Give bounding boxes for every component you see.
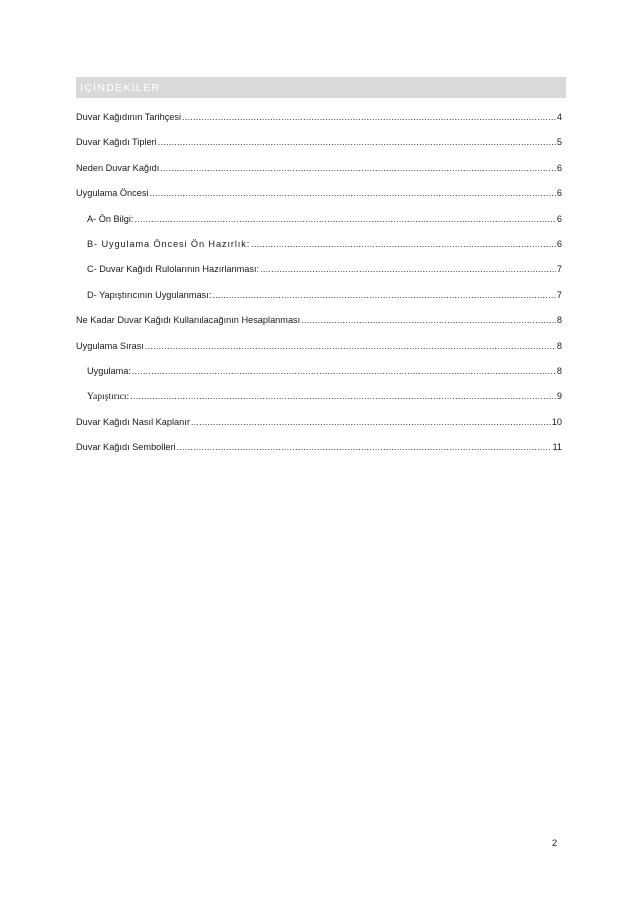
toc-entry-page: 11 (552, 442, 562, 453)
toc-entry-label: Uygulama: (87, 365, 131, 376)
toc-dot-leader (158, 136, 556, 148)
toc-entry-page: 6 (556, 238, 562, 249)
toc-header-bar (76, 77, 566, 98)
toc-entry-label: C- Duvar Kağıdı Rulolarının Hazırlanması: (87, 264, 260, 275)
toc-subentry[interactable] (76, 263, 562, 288)
toc-entry-page: 9 (556, 391, 562, 402)
toc-dot-leader (301, 314, 556, 326)
toc-dot-leader (150, 187, 556, 199)
toc-entry-label: Duvar Kağıdı Tipleri (76, 137, 157, 148)
toc-entry[interactable] (76, 162, 562, 187)
toc-entry[interactable] (76, 416, 562, 441)
toc-entry-label: Duvar Kağıdının Tarihçesi (76, 112, 182, 122)
toc-entry-page: 6 (556, 188, 562, 199)
toc-dot-leader (134, 213, 555, 225)
toc-entry[interactable] (76, 441, 562, 466)
toc-dot-leader (132, 365, 556, 377)
toc-title: İÇİNDEKİLER (80, 81, 161, 94)
page-number: 2 (552, 838, 558, 848)
toc-entry-label: Uygulama Öncesi (76, 188, 149, 199)
toc-entry-page: 4 (556, 112, 562, 122)
toc-subentry[interactable] (76, 390, 562, 415)
toc-entry-page: 8 (556, 340, 562, 351)
toc-entry[interactable] (76, 187, 562, 212)
toc-dot-leader (212, 289, 556, 301)
toc-entry-label: Neden Duvar Kağıdı (76, 162, 160, 173)
toc-subentry[interactable] (76, 365, 562, 390)
toc-entry-page: 8 (556, 315, 562, 326)
toc-subentry[interactable] (76, 289, 562, 314)
toc-entry[interactable] (76, 340, 562, 365)
toc-subentry[interactable] (76, 238, 562, 263)
toc-list (76, 111, 562, 466)
toc-entry[interactable] (76, 111, 562, 136)
toc-entry-page: 5 (556, 137, 562, 148)
toc-dot-leader (130, 390, 556, 402)
toc-entry-label: Duvar Kağıdı Sembolleri (76, 442, 176, 453)
toc-entry-page: 10 (551, 416, 562, 427)
toc-dot-leader (145, 340, 556, 352)
toc-entry[interactable] (76, 136, 562, 161)
toc-entry-label: A- Ön Bilgi: (87, 213, 134, 224)
toc-dot-leader (260, 263, 556, 275)
toc-entry[interactable] (76, 314, 562, 339)
toc-subentry[interactable] (76, 213, 562, 238)
toc-entry-page: 6 (556, 162, 562, 173)
toc-entry-label: Duvar Kağıdı Nasıl Kaplanır (76, 416, 190, 427)
toc-dot-leader (251, 238, 556, 250)
toc-entry-label: B- Uygulama Öncesi Ön Hazırlık: (87, 238, 251, 249)
toc-entry-label: Uygulama Sırası (76, 340, 144, 351)
toc-entry-label: Ne Kadar Duvar Kağıdı Kullanılacağının Hesaplanması (76, 315, 301, 326)
toc-dot-leader (160, 162, 556, 174)
toc-dot-leader (177, 441, 552, 453)
toc-dot-leader (191, 416, 551, 428)
toc-entry-label: D- Yapıştırıcının Uygulanması: (87, 289, 212, 300)
toc-entry-page: 7 (556, 289, 562, 300)
toc-entry-label: Yapıştırıcı: (87, 391, 130, 403)
toc-entry-page: 7 (556, 264, 562, 275)
toc-entry-page: 8 (556, 365, 562, 376)
toc-dot-leader (182, 111, 556, 123)
toc-entry-page: 6 (556, 213, 562, 224)
